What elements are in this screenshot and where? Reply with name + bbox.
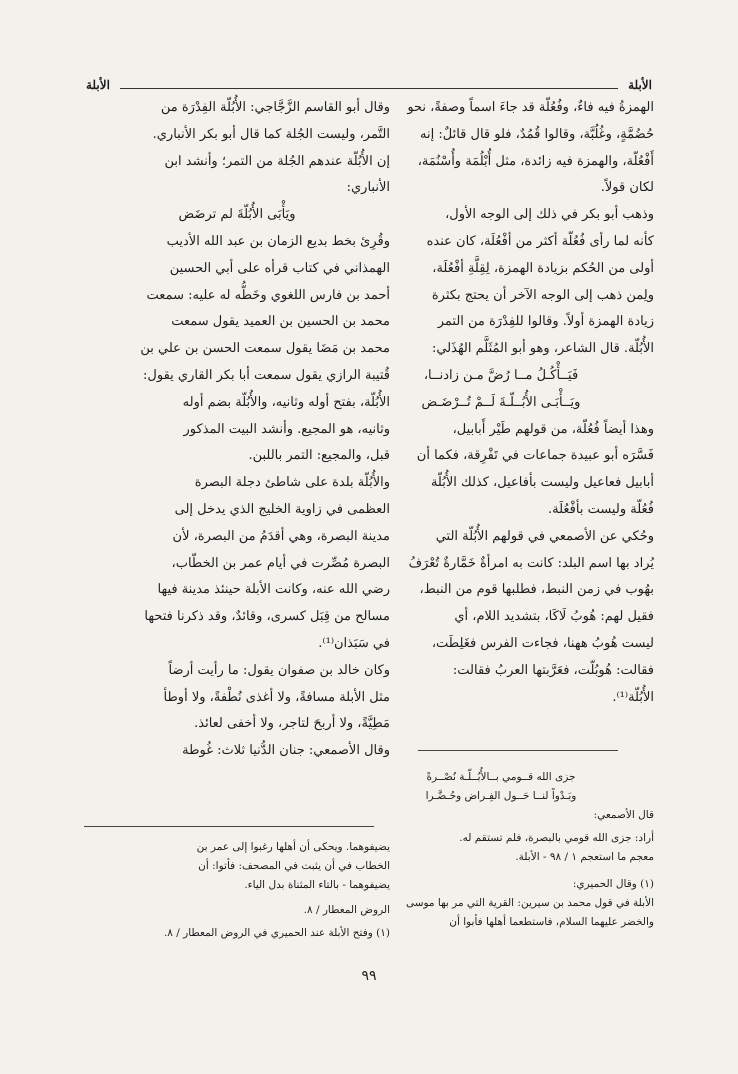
- text-line: فقيل لهم: هُوبُ لَاكَا، بتشديد اللام، أي: [454, 609, 654, 625]
- verse-line: فَيَــأْكُـلُ مــا رُضَّ مـن زادنــا،: [423, 367, 579, 383]
- footnote-verse: جزى الله قــومي بــالأُبُــلّـة نُصْــرةً: [426, 771, 576, 783]
- text-line: العظمى في زاوية الخليج الذي يدخل إلى: [174, 501, 390, 517]
- text-line: الهمزةُ فيه فاءٌ، وفُعُلّة قد جاءَ اسماً وصفةً، نحو: [407, 100, 654, 115]
- footnote-line: الأبلة في قول محمد بن سيرين: القرية التي مر بها موسى: [405, 897, 654, 909]
- text-line: محمد بن الحسين بن العميد يقول سمعت: [171, 314, 390, 330]
- footnotes-right: [348, 768, 654, 932]
- text-line: والأُبُلّة بلدة على شاطئ دجلة البصرة: [194, 475, 390, 491]
- footnote-line: يضيفوهما. ويحكى أن أهلها رغبوا إلى عمر بن: [196, 841, 390, 853]
- text-line: التَّمر، وليست الجُلة كما قال أبو بكر الأنباري.: [152, 126, 390, 142]
- footnote-line: قال الأصمعي:: [593, 809, 654, 821]
- footnote-rule: [418, 750, 618, 751]
- text-line: يُراد بها اسم البلد: كانت به امرأةٌ خَمَّارةٌ تُعْرَفُ: [408, 555, 654, 571]
- text-line: وذهب أبو بكر في ذلك إلى الوجه الأول،: [445, 207, 654, 223]
- text-line: مثل الأبلة مسافةً، ولا أغذى نُطْفةً، ولا أوطأ: [163, 689, 390, 705]
- text-line: الأنباري:: [346, 180, 390, 196]
- running-header-right: الأبلة: [628, 78, 652, 92]
- text-line: الهمذاني في كتاب قرأه على أبي الحسين: [169, 260, 390, 276]
- footnote-line: يضيفوهما - بالتاء المثناة بدل الياء.: [244, 879, 390, 891]
- text-line: وقال أبو القاسم الزَّجَّاجي: الأُبُلّة الفِدْرَة من: [160, 100, 390, 115]
- text-line: أولى من الحُكم بزيادة الهمزة، لِقِلَّةِ أفْعُلَة،: [432, 260, 654, 276]
- footnote-line: أراد: جزى الله قومي بالبصرة، فلم تستقم له.: [459, 832, 654, 844]
- text-line: ولِمن ذهب إلى الوجه الآخر أن يحتج بكثرة: [431, 287, 654, 303]
- footnote-line: والخضر عليهما السلام، فاستطعما أهلها فأبوا أن: [449, 916, 654, 928]
- text-line: مدينة البصرة، وهي أقدَمُ من البصرة، لأن: [172, 528, 390, 544]
- text-line: أبابيل فعاعيل وليست بأفاعيل، كذلك الأُبُلّة: [430, 475, 654, 491]
- footnote-line: الروض المعطار / ٨.: [303, 904, 390, 916]
- verse-line: ويَــأْبَـى الأُبُــلّـةَ لَــمْ تُــرْضَـض: [421, 394, 581, 410]
- text-line: قبل، والمجيع: التمر باللبن.: [248, 448, 390, 464]
- text-line: وثانيه، هو المجيع. وأنشد البيت المذكور: [183, 421, 390, 437]
- text-line: أحمد بن فارس اللغوي وخَطُّه له عليه: سمعت: [146, 287, 390, 303]
- footnote-line: (١) وفتح الأبلة عند الحميري في الروض المعطار / ٨.: [163, 927, 390, 939]
- footnote-line: الخطاب في أن يثبت في المصحف: فأتوا: أن: [198, 860, 390, 872]
- text-line: وقال الأصمعي: جنان الدُّنيا ثلاث: غُوطة: [182, 743, 390, 759]
- header-rule: [120, 88, 618, 89]
- footnote-rule: [84, 826, 374, 827]
- text-line: الأُبُلّة⁽¹⁾.: [612, 689, 654, 705]
- text-line: مسالح من قِبَل كسرى، وقائدٌ، وقد ذكرنا فتحها: [144, 609, 390, 625]
- text-line: أَفْعُلّة، والهمزة فيه زائدة، مثل أُبْلُمَة وأُسْنُمَة،: [417, 153, 654, 169]
- page-number: ٩٩: [361, 968, 377, 984]
- verse-line: ويَأْبَى الأُبُلّةَ لم ترضَض: [178, 207, 296, 223]
- text-line: لكان قولاً.: [600, 180, 654, 196]
- text-line: فقالت: هُوبُلّت، فعَرَّبتها العربُ فقالت:: [452, 662, 654, 678]
- text-line: وحُكي عن الأصمعي في قولهم الأُبُلّة التي: [435, 528, 654, 544]
- text-line: ليست هُوبُ ههنا، فجاءت الفرس فغَلِطَت،: [431, 635, 654, 651]
- left-column: [84, 95, 390, 765]
- text-line: الأُبُلّة، بفتح أوله وثانيه، والأُبُلّة بضم أوله: [182, 394, 390, 410]
- text-line: وكان خالد بن صفوان يقول: ما رأيت أرضاً: [168, 662, 390, 678]
- text-line: الأُبُلّة. قال الشاعر، وهو أبو المُثَلَّم الهُذَلي:: [431, 341, 654, 357]
- footnote-verse: وبَـدْواً لنــا حَــول الفِـراض وحُـضَّـرا: [425, 790, 577, 802]
- text-line: البصرة مُصِّرت في أيام عمر بن الخطّاب،: [171, 555, 390, 571]
- text-line: كأنه لما رأى فُعُلّة أكثر من أفْعُلَة، كان عنده: [426, 233, 654, 249]
- text-line: قُتيبة الرازي يقول سمعت أبا بكر القاري يقول:: [143, 367, 390, 383]
- right-column: [348, 95, 654, 711]
- text-line: محمد بن مَضَا يقول سمعت الحسن بن علي بن: [140, 341, 390, 357]
- text-line: فُعُلّة وليست بأفْعُلَة.: [547, 501, 654, 517]
- text-line: رضي الله عنه، وكانت الأبلة حينئذ مدينة فيها: [157, 582, 390, 598]
- footnote-line: معجم ما استعجم ١ / ٩٨ - الأبلة.: [515, 851, 654, 863]
- text-line: مَطِيَّةً، ولا أربحَ لتاجر، ولا أخفى لعائذ.: [194, 716, 390, 732]
- text-line: بهُوب في زمن النبط، فطلبها قوم من النبط،: [419, 582, 654, 598]
- text-line: إن الأُبُلّة عندهم الجُلة من التمر؛ وأنشد ابن: [164, 153, 390, 169]
- footnote-line: (١) وقال الحميري:: [572, 878, 654, 890]
- text-line: وقُرِئ بخط بديع الزمان بن عبد الله الأديب: [166, 233, 390, 249]
- text-line: حُضُمَّةٍ، وغُلُبَّة، وقالوا قُمُدٌ، فلو قال قائلٌ: إنه: [420, 126, 654, 142]
- text-line: وهذا أيضاً فُعُلّة، من قولهم طَيْر أَبابيل،: [452, 421, 654, 437]
- text-line: في سَبَذان⁽¹⁾.: [318, 635, 390, 651]
- running-header-left: الأبلة: [86, 78, 110, 92]
- text-line: زيادة الهمزة أولاً. وقالوا للفِدْرَة من التمر: [437, 314, 654, 330]
- text-line: فَسَّرَه أبو عبيدة جماعات في تَفْرِقة، فكما أن: [416, 448, 654, 464]
- footnotes-left: [84, 838, 390, 943]
